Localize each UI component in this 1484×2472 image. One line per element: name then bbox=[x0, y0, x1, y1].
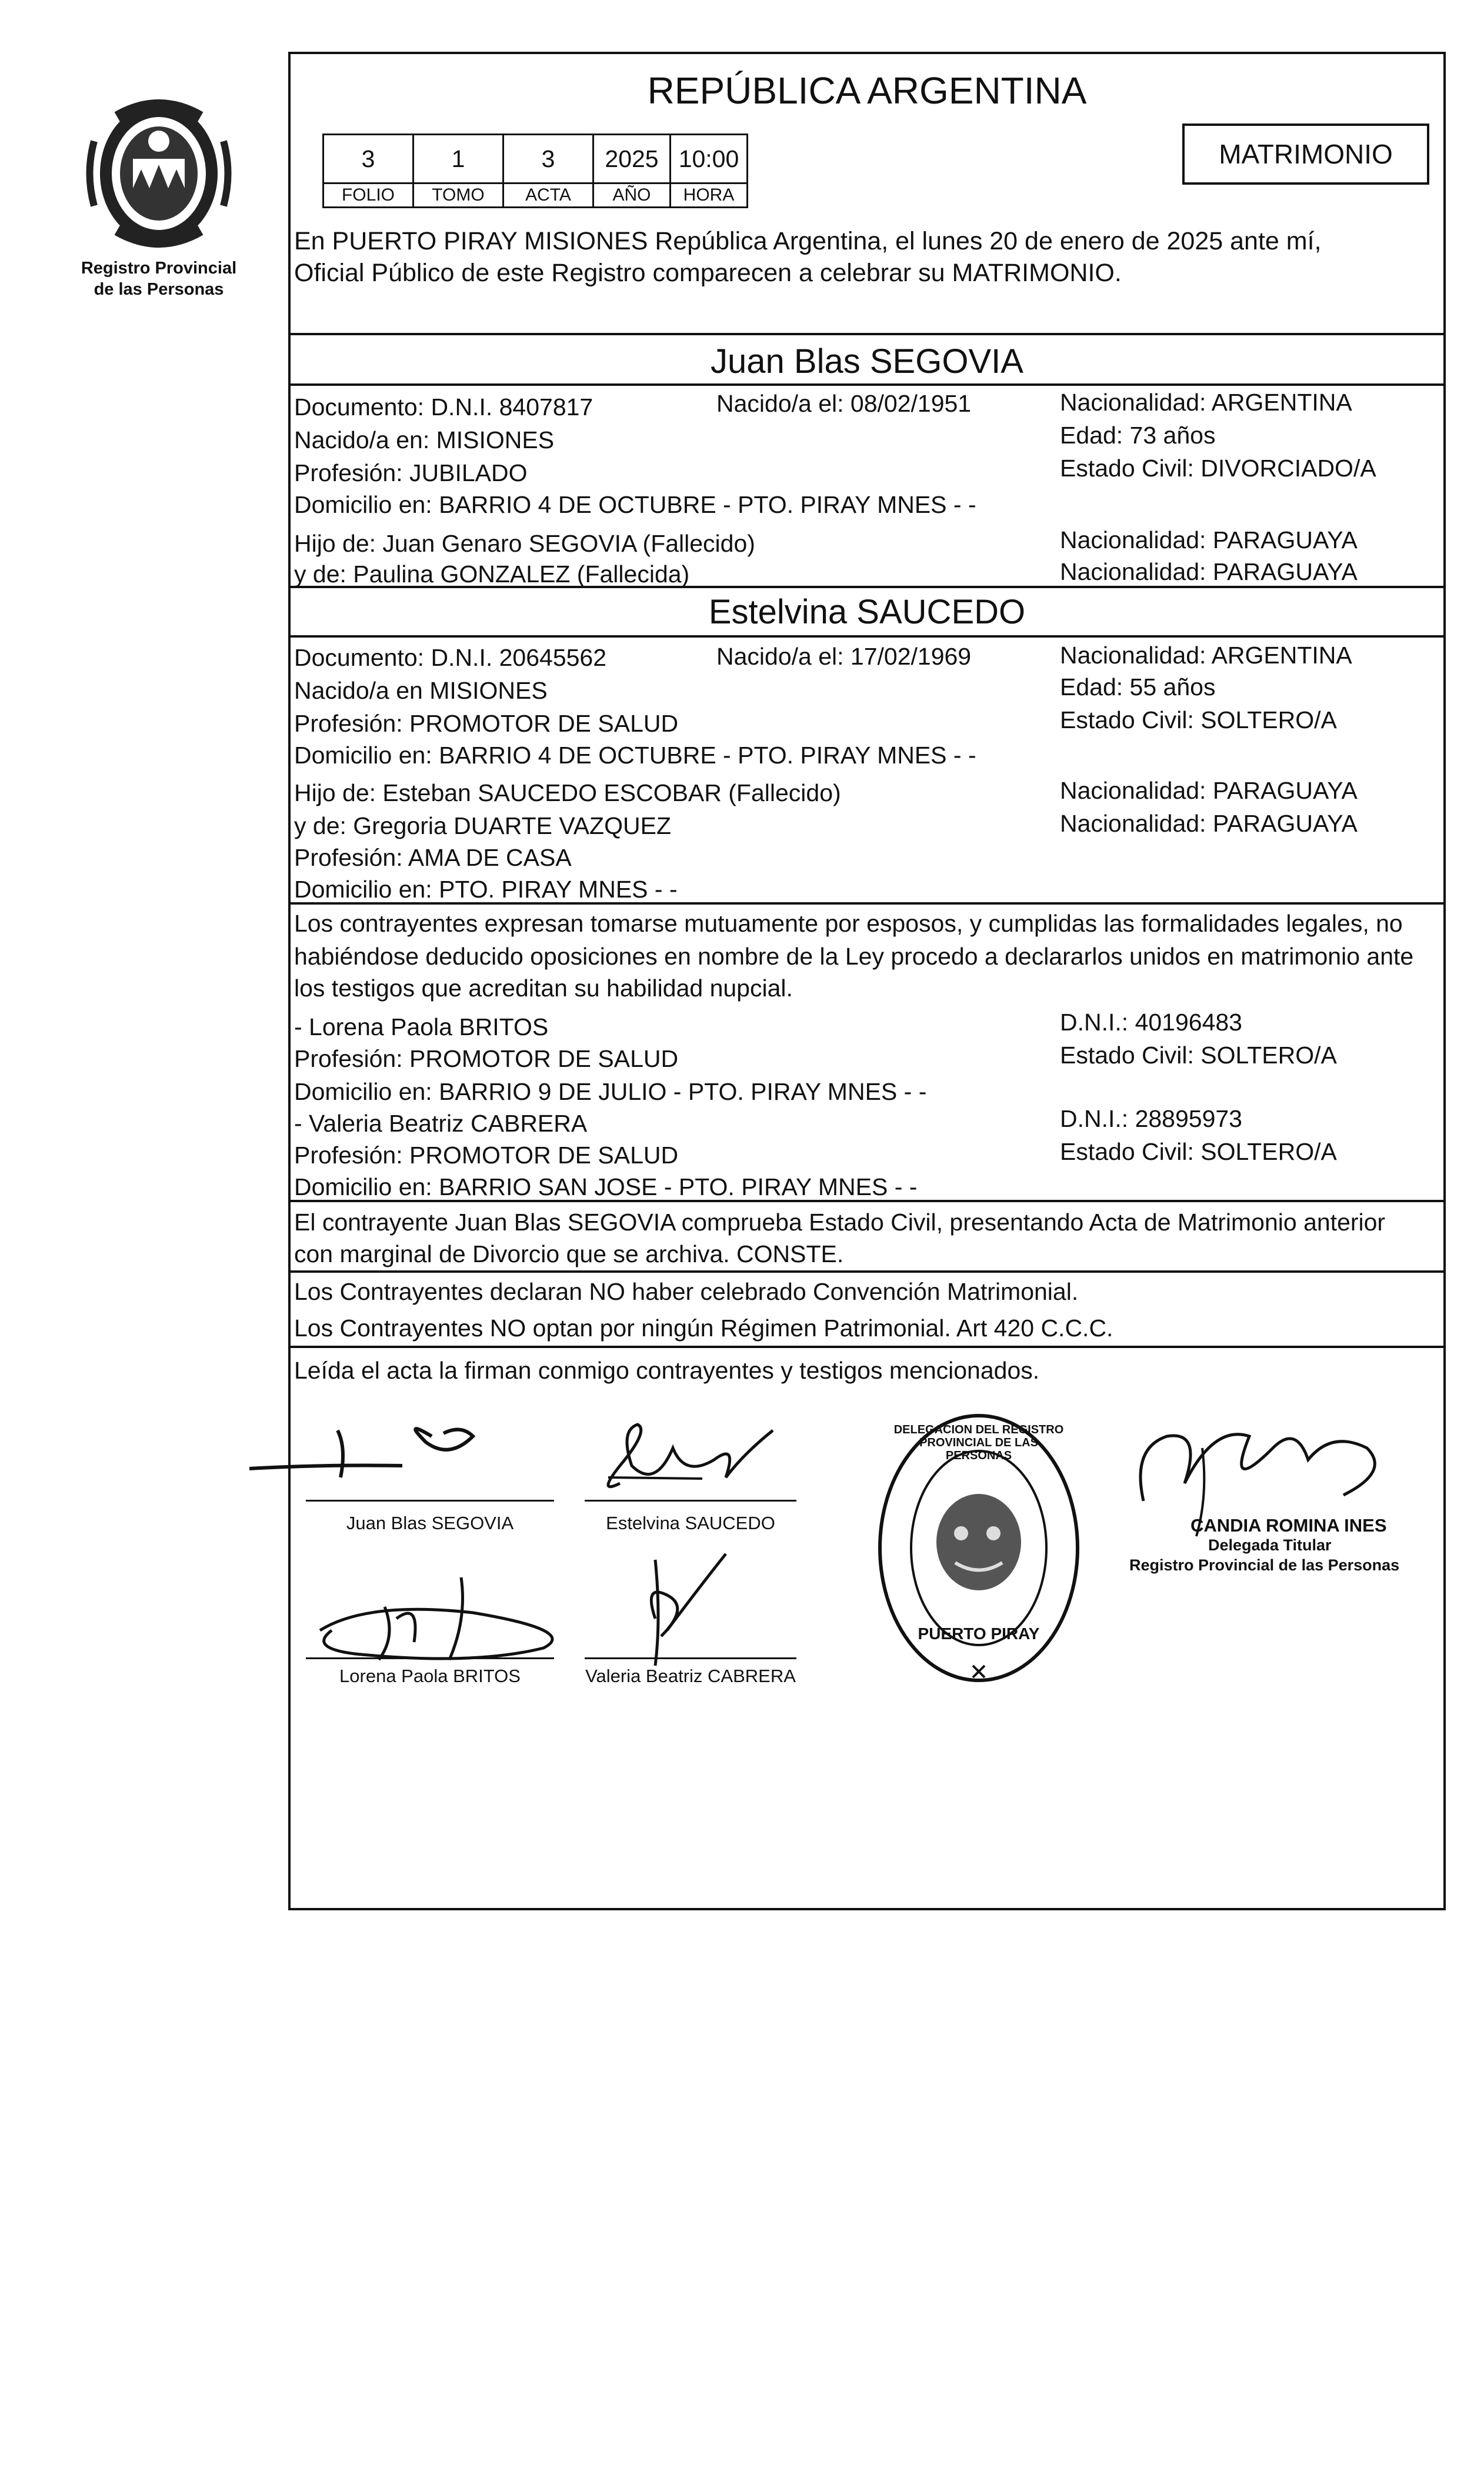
spouse2-father: Hijo de: Esteban SAUCEDO ESCOBAR (Fallecido) bbox=[294, 779, 841, 806]
note-line-2: con marginal de Divorcio que se archiva. CONSTE. bbox=[294, 1240, 844, 1267]
witness1-civil-status: Estado Civil: SOLTERO/A bbox=[1060, 1042, 1337, 1069]
spouse2-father-nationality: Nacionalidad: PARAGUAYA bbox=[1060, 777, 1358, 804]
divider bbox=[291, 333, 1443, 335]
tomo-label: TOMO bbox=[413, 184, 503, 208]
declaration-line-3: los testigos que acreditan su habilidad nupcial. bbox=[294, 975, 793, 1002]
registry-name-line1: Registro Provincial bbox=[81, 259, 237, 278]
signature-line bbox=[585, 1500, 796, 1502]
spouse2-mother-nationality: Nacionalidad: PARAGUAYA bbox=[1060, 810, 1358, 837]
registry-name-line2: de las Personas bbox=[94, 280, 224, 299]
witness2-name: - Valeria Beatriz CABRERA bbox=[294, 1110, 588, 1137]
witness2-profession: Profesión: PROMOTOR DE SALUD bbox=[294, 1142, 679, 1169]
spouse2-mother: y de: Gregoria DUARTE VAZQUEZ bbox=[294, 812, 671, 839]
province-emblem-icon bbox=[82, 94, 235, 253]
spouse2-civil-status: Estado Civil: SOLTERO/A bbox=[1060, 706, 1337, 733]
folio-label: FOLIO bbox=[324, 184, 413, 208]
act-type-box: MATRIMONIO bbox=[1182, 124, 1429, 185]
divider bbox=[291, 1200, 1443, 1202]
registry-logo bbox=[82, 94, 235, 253]
page-title: REPÚBLICA ARGENTINA bbox=[647, 69, 1087, 112]
spouse2-document: Documento: D.N.I. 20645562 bbox=[294, 644, 607, 671]
intro-line-2: Oficial Público de este Registro comparecen a celebrar su MATRIMONIO. bbox=[294, 259, 1122, 287]
registry-name bbox=[65, 258, 253, 301]
spouse1-birthdate: Nacido/a el: 08/02/1951 bbox=[716, 390, 972, 417]
spouse1-age: Edad: 73 años bbox=[1060, 422, 1216, 449]
spouse1-birthplace: Nacido/a en: MISIONES bbox=[294, 426, 555, 453]
spouse2-name: Estelvina SAUCEDO bbox=[708, 593, 1026, 631]
spouse2-birthplace: Nacido/a en MISIONES bbox=[294, 677, 548, 704]
spouse1-mother-nationality: Nacionalidad: PARAGUAYA bbox=[1060, 558, 1358, 585]
spouse2-address: Domicilio en: BARRIO 4 DE OCTUBRE - PTO. PIRAY MNES - - bbox=[294, 742, 976, 769]
closing-text: Leída el acta la firman conmigo contrayentes y testigos mencionados. bbox=[294, 1357, 1040, 1384]
witness1-address: Domicilio en: BARRIO 9 DE JULIO - PTO. PIRAY MNES - - bbox=[294, 1078, 927, 1105]
witness1-dni: D.N.I.: 40196483 bbox=[1060, 1009, 1242, 1036]
reference-table bbox=[322, 134, 748, 208]
intro-line-1: En PUERTO PIRAY MISIONES República Argentina, el lunes 20 de enero de 2025 ante mí, bbox=[294, 227, 1322, 255]
regime-line-2: Los Contrayentes NO optan por ningún Régimen Patrimonial. Art 420 C.C.C. bbox=[294, 1315, 1113, 1342]
witness2-dni: D.N.I.: 28895973 bbox=[1060, 1105, 1242, 1132]
witness1-name: - Lorena Paola BRITOS bbox=[294, 1013, 549, 1040]
official-stamp bbox=[873, 1407, 1085, 1689]
divider bbox=[291, 902, 1443, 905]
spouse1-address: Domicilio en: BARRIO 4 DE OCTUBRE - PTO. PIRAY MNES - - bbox=[294, 491, 976, 518]
year-value: 2025 bbox=[593, 135, 671, 184]
official-org: Registro Provincial de las Personas bbox=[1129, 1556, 1400, 1574]
spouse2-birthdate: Nacido/a el: 17/02/1969 bbox=[716, 643, 972, 670]
signature-estelvina-saucedo bbox=[585, 1407, 796, 1507]
signature-juan-blas-segovia bbox=[249, 1407, 543, 1501]
spouse1-father: Hijo de: Juan Genaro SEGOVIA (Fallecido) bbox=[294, 530, 755, 557]
signature-label-lorena: Lorena Paola BRITOS bbox=[339, 1666, 521, 1686]
declaration-line-1: Los contrayentes expresan tomarse mutuamente por esposos, y cumplidas las formalidades legales, no bbox=[294, 910, 1403, 937]
spouse2-profession: Profesión: PROMOTOR DE SALUD bbox=[294, 710, 679, 737]
spouse1-profession: Profesión: JUBILADO bbox=[294, 459, 528, 486]
year-label: AÑO bbox=[593, 184, 671, 208]
spouse2-mother-profession: Profesión: AMA DE CASA bbox=[294, 844, 572, 871]
spouse1-mother: y de: Paulina GONZALEZ (Fallecida) bbox=[294, 561, 690, 588]
note-line-1: El contrayente Juan Blas SEGOVIA comprueba Estado Civil, presentando Acta de Matrimonio anterior bbox=[294, 1209, 1386, 1236]
spouse1-nationality: Nacionalidad: ARGENTINA bbox=[1060, 389, 1352, 416]
divider bbox=[291, 586, 1443, 588]
spouse2-mother-address: Domicilio en: PTO. PIRAY MNES - - bbox=[294, 876, 678, 903]
spouse2-age: Edad: 55 años bbox=[1060, 673, 1216, 700]
spouse1-father-nationality: Nacionalidad: PARAGUAYA bbox=[1060, 526, 1358, 553]
divider bbox=[291, 635, 1443, 638]
act-record bbox=[288, 52, 1446, 1910]
witness1-profession: Profesión: PROMOTOR DE SALUD bbox=[294, 1045, 679, 1072]
stamp-center: PUERTO PIRAY bbox=[918, 1624, 1040, 1643]
spouse1-civil-status: Estado Civil: DIVORCIADO/A bbox=[1060, 455, 1376, 482]
spouse1-document: Documento: D.N.I. 8407817 bbox=[294, 393, 593, 421]
declaration-line-2: habiéndose deducido oposiciones en nombre de la Ley procedo a declararlos unidos en matrimonio ante bbox=[294, 943, 1414, 970]
official-name: CANDIA ROMINA INES bbox=[1190, 1515, 1387, 1536]
divider bbox=[291, 383, 1443, 386]
signature-line bbox=[306, 1657, 554, 1659]
signature-label-valeria: Valeria Beatriz CABRERA bbox=[585, 1666, 796, 1686]
official-role: Delegada Titular bbox=[1208, 1536, 1332, 1554]
divider bbox=[291, 1346, 1443, 1348]
witness2-address: Domicilio en: BARRIO SAN JOSE - PTO. PIRAY MNES - - bbox=[294, 1173, 918, 1200]
spouse2-nationality: Nacionalidad: ARGENTINA bbox=[1060, 642, 1352, 669]
acta-label: ACTA bbox=[503, 184, 593, 208]
hour-value: 10:00 bbox=[671, 135, 748, 184]
tomo-value: 1 bbox=[413, 135, 503, 184]
acta-value: 3 bbox=[503, 135, 593, 184]
witness2-civil-status: Estado Civil: SOLTERO/A bbox=[1060, 1138, 1337, 1165]
hour-label: HORA bbox=[671, 184, 748, 208]
regime-line-1: Los Contrayentes declaran NO haber celebrado Convención Matrimonial. bbox=[294, 1278, 1079, 1305]
stamp-text: DELEGACION DEL REGISTRO PROVINCIAL DE LAS PERSONAS bbox=[893, 1423, 1064, 1462]
signature-label-juan: Juan Blas SEGOVIA bbox=[346, 1513, 514, 1533]
folio-value: 3 bbox=[324, 135, 413, 184]
divider bbox=[291, 1270, 1443, 1273]
signature-line bbox=[585, 1657, 796, 1659]
spouse1-name: Juan Blas SEGOVIA bbox=[711, 342, 1023, 381]
signature-label-estelvina: Estelvina SAUCEDO bbox=[606, 1513, 775, 1533]
signature-line bbox=[306, 1500, 554, 1502]
